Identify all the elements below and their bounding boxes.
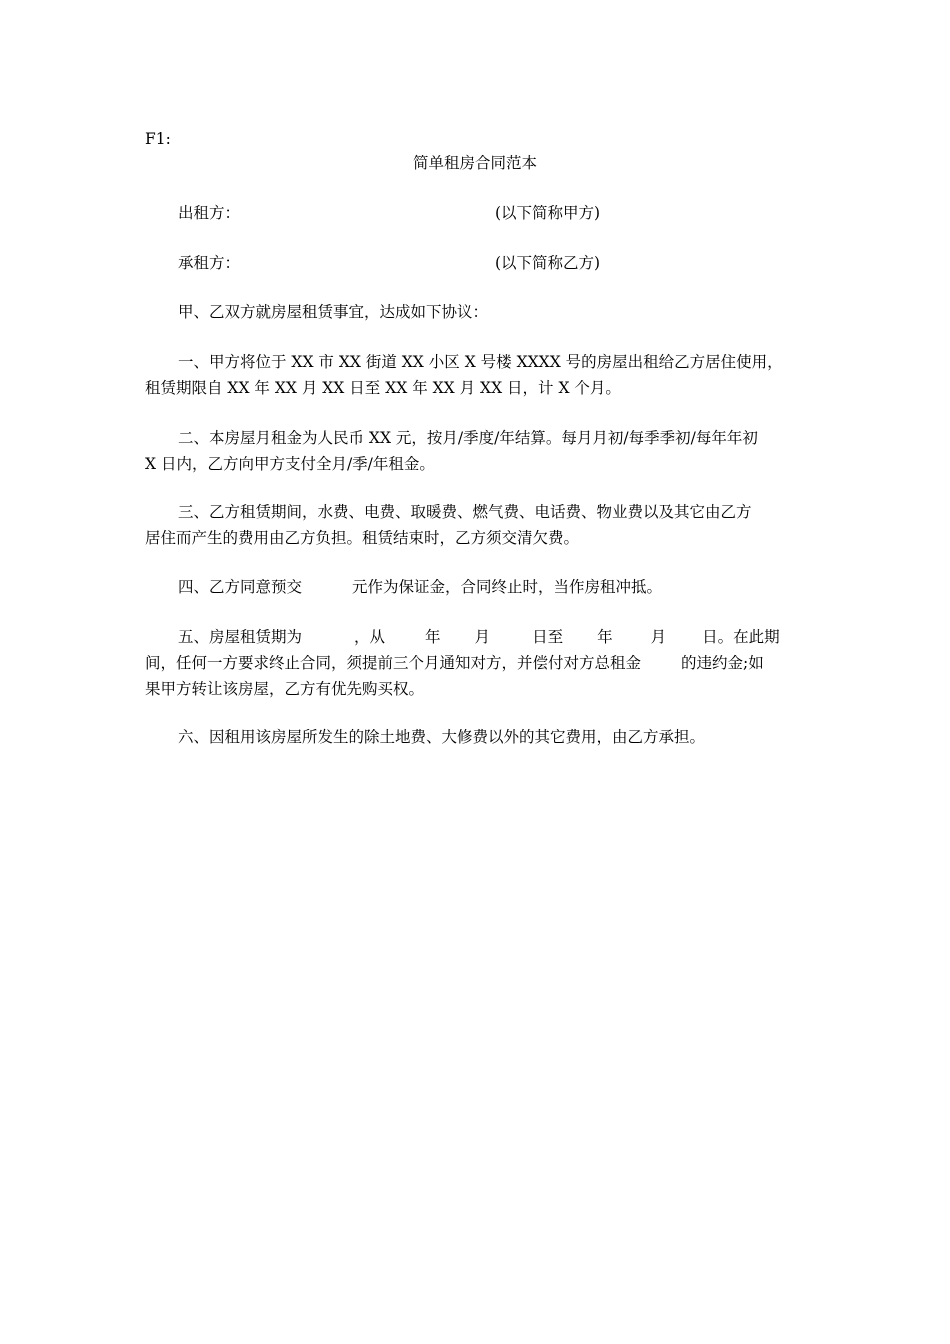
document-label: F1:	[145, 130, 171, 148]
clause-5	[145, 624, 810, 702]
clause-5-line-2-part-a: 间，任何一方要求终止合同，须提前三个月通知对方，并偿付对方总租金	[145, 654, 642, 672]
clause-4	[145, 574, 843, 600]
clause-6: 六、因租用该房屋所发生的除土地费、大修费以外的其它费用，由乙方承担。	[178, 728, 706, 746]
document-title: 简单租房合同范本	[412, 154, 537, 172]
clause-3-line-1: 三、乙方租赁期间，水费、电费、取暖费、燃气费、电话费、物业费以及其它由乙方	[178, 503, 752, 521]
clause-3	[145, 499, 810, 551]
lessee-label: 承租方：	[178, 254, 241, 272]
clause-5-line-1	[145, 624, 810, 650]
clause-1-line-2: 租赁期限自 XX 年 XX 月 XX 日至 XX 年 XX 月 XX 日，计 X 个月。	[145, 379, 621, 397]
clause-5-part-b: ，从	[354, 628, 386, 646]
clause-4-part-a: 四、乙方同意预交	[178, 578, 303, 596]
clause-5-line-3: 果甲方转让该房屋，乙方有优先购买权。	[145, 680, 425, 698]
clause-2-line-2: X 日内，乙方向甲方支付全月/季/年租金。	[145, 455, 435, 473]
clause-5-part-d: 月	[474, 628, 491, 646]
intro-paragraph: 甲、乙双方就房屋租赁事宜，达成如下协议：	[178, 303, 489, 321]
lessor-label: 出租方：	[178, 204, 241, 222]
clause-5-part-g: 月	[650, 628, 667, 646]
clause-5-line-2	[145, 650, 810, 676]
clause-5-part-a: 五、房屋租赁期为	[178, 628, 303, 646]
clause-2-line-1: 二、本房屋月租金为人民币 XX 元，按月/季度/年结算。每月月初/每季季初/每年年初	[178, 429, 758, 447]
clause-4-part-b: 元作为保证金，合同终止时，当作房租冲抵。	[352, 578, 663, 596]
clause-3-line-2: 居住而产生的费用由乙方负担。租赁结束时，乙方须交清欠费。	[145, 529, 580, 547]
clause-5-part-e: 日至	[532, 628, 564, 646]
clause-5-part-c: 年	[425, 628, 441, 646]
clause-2	[145, 425, 810, 477]
clause-1	[145, 349, 810, 401]
clause-5-line-2-part-b: 的违约金;如	[681, 654, 764, 672]
clause-1-line-1: 一、甲方将位于 XX 市 XX 街道 XX 小区 X 号楼 XXXX 号的房屋出租给乙方居住使用，	[178, 353, 783, 371]
clause-5-part-f: 年	[597, 628, 613, 646]
lessor-note: (以下简称甲方)	[495, 204, 601, 222]
clause-5-part-h: 日。在此期	[702, 628, 780, 646]
lessee-note: (以下简称乙方)	[495, 254, 601, 272]
